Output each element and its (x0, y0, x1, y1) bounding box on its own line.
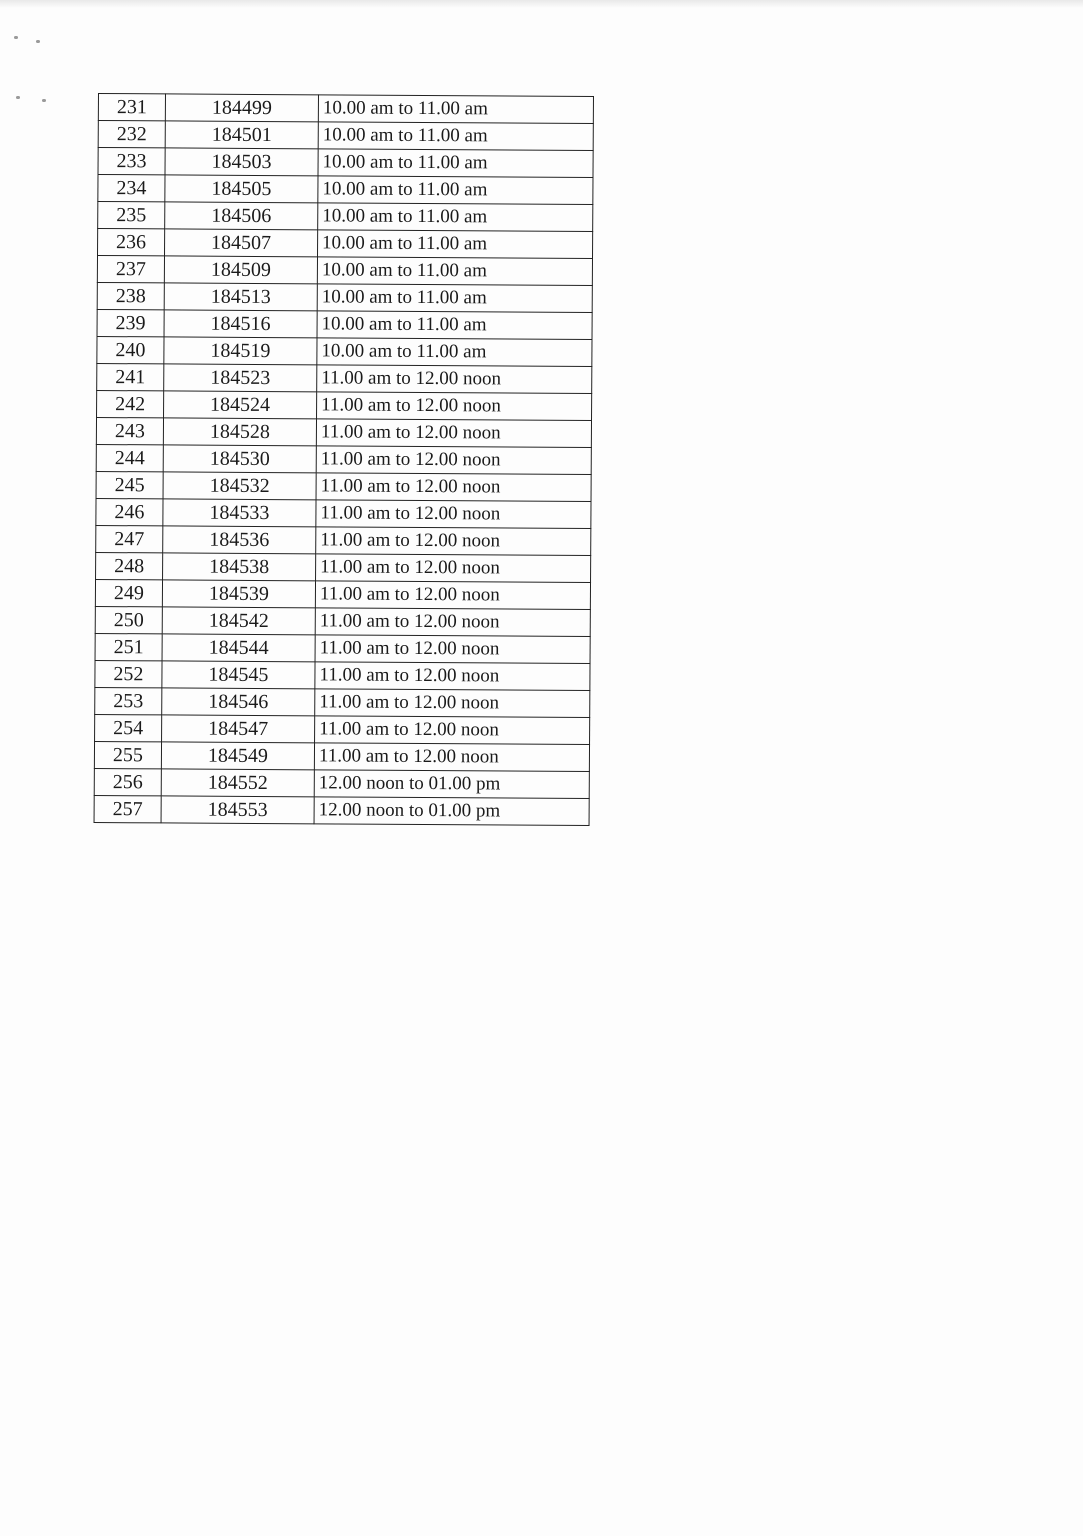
roll-number-cell: 184542 (162, 607, 315, 635)
roll-number-cell: 184499 (165, 94, 318, 122)
roll-number-cell: 184519 (164, 337, 317, 365)
serial-number-cell: 252 (95, 660, 162, 687)
table-row (98, 229, 593, 259)
serial-number-cell: 249 (95, 579, 162, 606)
time-slot-cell: 10.00 am to 11.00 am (318, 149, 593, 178)
time-slot-cell: 10.00 am to 11.00 am (318, 176, 593, 205)
time-slot-cell: 11.00 am to 12.00 noon (316, 500, 591, 529)
table-row (95, 687, 590, 717)
scan-speck (14, 36, 18, 39)
serial-number-cell: 243 (96, 417, 163, 444)
roll-number-cell: 184552 (161, 769, 314, 797)
serial-number-cell: 248 (96, 552, 163, 579)
roll-number-cell: 184533 (163, 499, 316, 527)
serial-number-cell: 254 (95, 714, 162, 741)
roll-number-cell: 184507 (165, 229, 318, 257)
table-row (94, 741, 589, 771)
serial-number-cell: 232 (98, 121, 165, 148)
serial-number-cell: 250 (95, 606, 162, 633)
time-slot-cell: 11.00 am to 12.00 noon (316, 527, 591, 556)
roll-number-cell: 184501 (165, 121, 318, 149)
time-slot-cell: 12.00 noon to 01.00 pm (314, 770, 589, 799)
serial-number-cell: 240 (97, 336, 164, 363)
table-row (98, 121, 593, 151)
time-slot-cell: 11.00 am to 12.00 noon (315, 716, 590, 745)
time-slot-cell: 12.00 noon to 01.00 pm (314, 797, 589, 826)
table-row (96, 552, 591, 582)
roll-number-cell: 184516 (164, 310, 317, 338)
time-slot-cell: 11.00 am to 12.00 noon (315, 608, 590, 637)
time-slot-cell: 11.00 am to 12.00 noon (316, 473, 591, 502)
roll-number-cell: 184530 (163, 445, 316, 473)
roll-number-cell: 184505 (165, 175, 318, 203)
serial-number-cell: 237 (97, 256, 164, 283)
time-slot-cell: 10.00 am to 11.00 am (318, 122, 593, 151)
table-row (97, 256, 592, 286)
table-row (97, 363, 592, 393)
time-slot-cell: 11.00 am to 12.00 noon (315, 581, 590, 610)
table-row (96, 471, 591, 501)
time-slot-cell: 11.00 am to 12.00 noon (315, 662, 590, 691)
time-slot-cell: 10.00 am to 11.00 am (317, 284, 592, 313)
time-slot-cell: 11.00 am to 12.00 noon (316, 554, 591, 583)
table-row (95, 714, 590, 744)
roll-number-cell: 184538 (163, 553, 316, 581)
table-row (96, 444, 591, 474)
serial-number-cell: 234 (98, 175, 165, 202)
serial-number-cell: 244 (96, 444, 163, 471)
table-row (94, 768, 589, 798)
schedule-table-body (94, 94, 593, 826)
serial-number-cell: 231 (98, 94, 165, 121)
table-row (94, 795, 589, 825)
table-row (98, 94, 593, 124)
scan-speck (36, 40, 40, 43)
table-row (95, 606, 590, 636)
table-row (95, 633, 590, 663)
time-slot-cell: 11.00 am to 12.00 noon (317, 392, 592, 421)
time-slot-cell: 10.00 am to 11.00 am (318, 95, 593, 124)
scan-edge-shadow (0, 0, 1083, 8)
table-row (96, 525, 591, 555)
roll-number-cell: 184509 (164, 256, 317, 284)
roll-number-cell: 184503 (165, 148, 318, 176)
serial-number-cell: 251 (95, 633, 162, 660)
scan-speck (42, 99, 46, 102)
roll-number-cell: 184528 (163, 418, 316, 446)
roll-number-cell: 184539 (162, 580, 315, 608)
serial-number-cell: 235 (98, 202, 165, 229)
time-slot-cell: 10.00 am to 11.00 am (317, 338, 592, 367)
time-slot-cell: 11.00 am to 12.00 noon (314, 743, 589, 772)
roll-number-cell: 184524 (164, 391, 317, 419)
serial-number-cell: 255 (94, 741, 161, 768)
table-row (96, 417, 591, 447)
serial-number-cell: 246 (96, 498, 163, 525)
table-row (97, 309, 592, 339)
roll-number-cell: 184532 (163, 472, 316, 500)
roll-number-cell: 184513 (164, 283, 317, 311)
table-row (98, 148, 593, 178)
time-slot-cell: 11.00 am to 12.00 noon (317, 365, 592, 394)
roll-number-cell: 184545 (162, 661, 315, 689)
time-slot-cell: 11.00 am to 12.00 noon (315, 635, 590, 664)
serial-number-cell: 238 (97, 282, 164, 309)
table-row (95, 660, 590, 690)
serial-number-cell: 236 (98, 229, 165, 256)
roll-number-cell: 184506 (165, 202, 318, 230)
time-slot-cell: 10.00 am to 11.00 am (318, 203, 593, 232)
serial-number-cell: 241 (97, 363, 164, 390)
roll-number-cell: 184547 (162, 715, 315, 743)
roll-number-cell: 184546 (162, 688, 315, 716)
schedule-table (94, 93, 594, 826)
table-row (97, 390, 592, 420)
scan-speck (16, 96, 20, 99)
roll-number-cell: 184553 (161, 796, 314, 824)
table-row (98, 202, 593, 232)
table-row (97, 282, 592, 312)
time-slot-cell: 10.00 am to 11.00 am (317, 257, 592, 286)
roll-number-cell: 184549 (161, 742, 314, 770)
table-row (96, 498, 591, 528)
serial-number-cell: 239 (97, 309, 164, 336)
serial-number-cell: 233 (98, 148, 165, 175)
serial-number-cell: 242 (97, 390, 164, 417)
serial-number-cell: 247 (96, 525, 163, 552)
time-slot-cell: 11.00 am to 12.00 noon (316, 446, 591, 475)
time-slot-cell: 10.00 am to 11.00 am (317, 311, 592, 340)
table-row (95, 579, 590, 609)
serial-number-cell: 256 (94, 768, 161, 795)
serial-number-cell: 253 (95, 687, 162, 714)
serial-number-cell: 257 (94, 795, 161, 822)
time-slot-cell: 10.00 am to 11.00 am (318, 230, 593, 259)
time-slot-cell: 11.00 am to 12.00 noon (316, 419, 591, 448)
serial-number-cell: 245 (96, 471, 163, 498)
time-slot-cell: 11.00 am to 12.00 noon (315, 689, 590, 718)
roll-number-cell: 184544 (162, 634, 315, 662)
roll-number-cell: 184523 (164, 364, 317, 392)
table-row (97, 336, 592, 366)
table-row (98, 175, 593, 205)
roll-number-cell: 184536 (163, 526, 316, 554)
